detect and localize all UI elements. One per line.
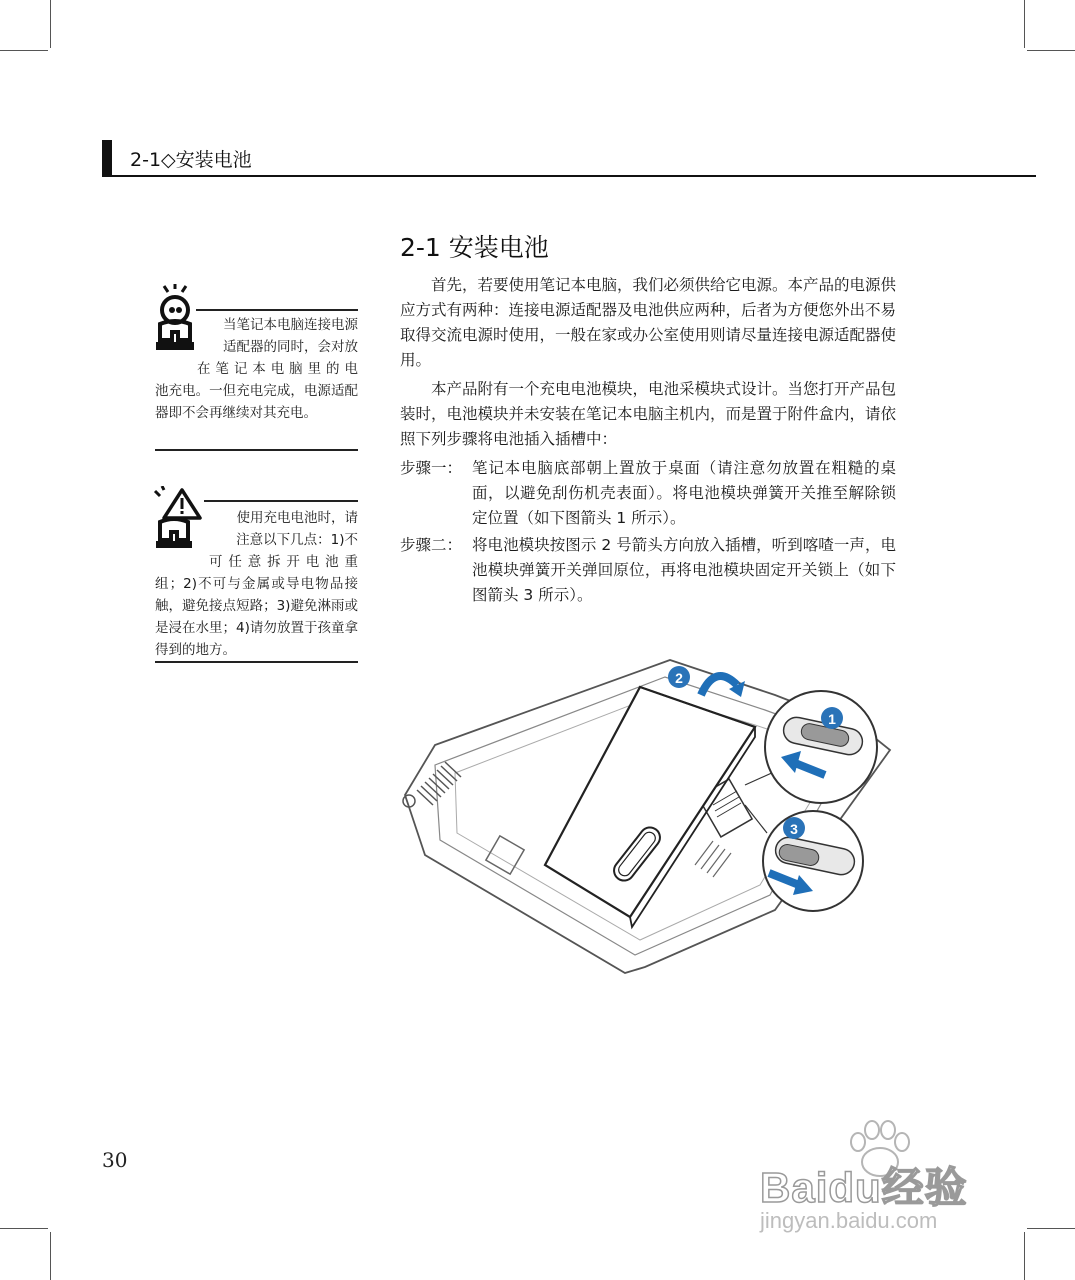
note-line: 当笔记本电脑连接电源 bbox=[223, 317, 358, 333]
callout-3: 3 bbox=[790, 821, 798, 837]
tip-bottom-rule bbox=[155, 449, 358, 451]
body-paragraph-1 bbox=[400, 273, 896, 373]
header-rule bbox=[102, 175, 1036, 177]
tip-top-rule bbox=[196, 309, 358, 311]
note-text: 池充电。一但充电完成，电源适配器即不会再继续对其充电。 bbox=[155, 383, 358, 421]
note-line: 适配器的同时，会对放 bbox=[223, 339, 358, 355]
step-label: 步骤二： bbox=[400, 536, 463, 554]
crop-mark bbox=[1027, 1228, 1075, 1229]
note-line: 可任意拆开电池重 bbox=[209, 554, 358, 570]
warning-bottom-rule bbox=[155, 661, 358, 663]
paragraph-text: 首先，若要使用笔记本电脑，我们必须供给它电源。本产品的电源供应方式有两种：连接电源适配器及电池供应两种，后者为方便您外出不易取得交流电源时使用，一般在家或办公室使用则请尽量连接电源适配器使用。 bbox=[400, 276, 897, 369]
warning-top-rule bbox=[204, 500, 358, 502]
warning-note bbox=[155, 507, 358, 661]
header-bar bbox=[102, 140, 112, 176]
watermark-url: jingyan.baidu.com bbox=[760, 1208, 938, 1233]
baidu-watermark bbox=[760, 1120, 1020, 1250]
crop-mark bbox=[1024, 1232, 1025, 1280]
step-text: 笔记本电脑底部朝上置放于桌面（请注意勿放置在粗糙的桌面，以避免刮伤机壳表面）。将电池模块弹簧开关推至解除锁定位置（如下图箭头 1 所示）。 bbox=[472, 459, 896, 527]
body-paragraph-2 bbox=[400, 377, 896, 452]
step-text: 将电池模块按图示 2 号箭头方向放入插槽，听到喀喳一声，电池模块弹簧开关弹回原位，再将电池模块固定开关锁上（如下图箭头 3 所示）。 bbox=[472, 536, 896, 604]
crop-mark bbox=[50, 1232, 51, 1280]
note-text: 组；2)不可与金属或导电物品接触，避免接点短路；3)避免淋雨或是浸在水里；4)请勿放置于孩童拿得到的地方。 bbox=[155, 576, 358, 658]
step-label: 步骤一： bbox=[400, 459, 463, 477]
running-header-title: 2-1◇安装电池 bbox=[130, 149, 252, 171]
callout-2: 2 bbox=[675, 670, 683, 686]
step-2 bbox=[400, 533, 896, 608]
callout-1: 1 bbox=[828, 711, 836, 727]
note-line: 使用充电电池时，请 bbox=[236, 510, 358, 526]
battery-install-figure bbox=[395, 655, 900, 975]
step-1 bbox=[400, 456, 896, 531]
crop-mark bbox=[0, 1228, 48, 1229]
crop-mark bbox=[1027, 50, 1075, 51]
paragraph-text: 本产品附有一个充电电池模块，电池采模块式设计。当您打开产品包装时，电池模块并未安装在笔记本电脑主机内，而是置于附件盒内，请依照下列步骤将电池插入插槽中： bbox=[400, 380, 897, 448]
section-title: 2-1 安装电池 bbox=[400, 233, 549, 262]
watermark-logo-text: Baidu经验 bbox=[760, 1164, 968, 1211]
tip-note bbox=[155, 314, 358, 424]
page-number: 30 bbox=[102, 1148, 128, 1172]
crop-mark bbox=[1024, 0, 1025, 48]
crop-mark bbox=[50, 0, 51, 48]
note-line: 在笔记本电脑里的电 bbox=[197, 361, 358, 377]
note-line: 注意以下几点：1)不 bbox=[236, 532, 358, 548]
crop-mark bbox=[0, 50, 48, 51]
